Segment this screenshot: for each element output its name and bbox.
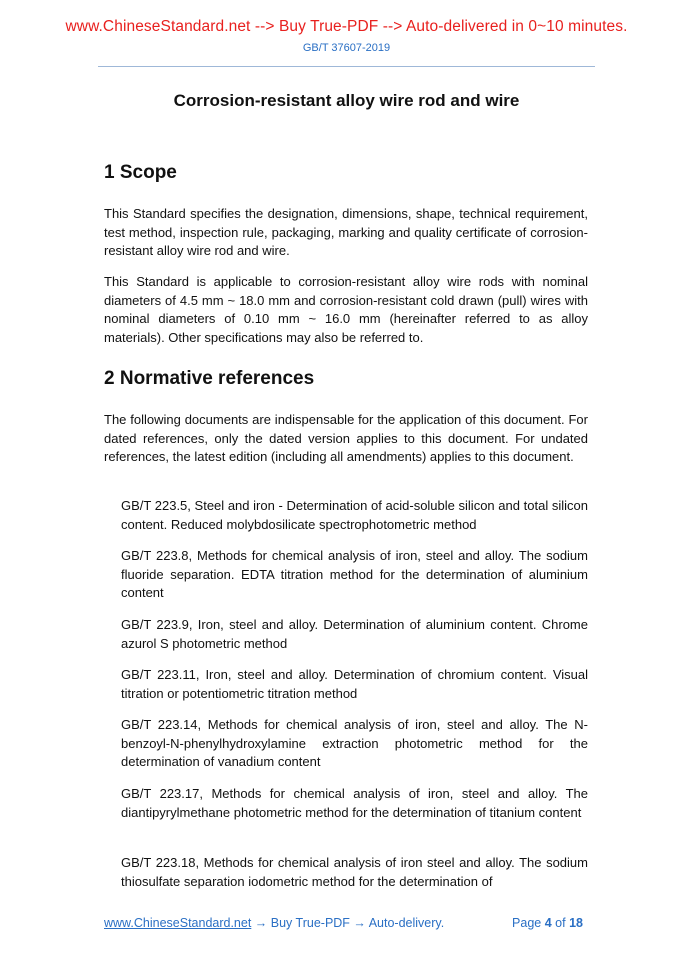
reference-item: GB/T 223.17, Methods for chemical analysis of iron, steel and alloy. The diantipyrylmethane photometric method for the determination of titanium content xyxy=(121,786,588,820)
page-label: Page xyxy=(512,916,542,930)
reference-item: GB/T 223.14, Methods for chemical analysis of iron, steel and alloy. The N-benzoyl-N-phenylhydroxylamine extraction photometric method for the determination of vanadium content xyxy=(121,717,588,769)
banner-ad[interactable]: www.ChineseStandard.net --> Buy True-PDF --> Auto-delivered in 0~10 minutes. xyxy=(65,18,628,35)
scope-paragraph-2: This Standard is applicable to corrosion-resistant alloy wire rods with nominal diameters of 4.5 mm ~ 18.0 mm and corrosion-resistant cold drawn (pull) wires with nominal diameters of 0.10 mm ~ 16.0 mm (hereinafter referred to as alloy materials). Other specifications may also be referred to. xyxy=(104,274,588,345)
reference-item: GB/T 223.5, Steel and iron - Determination of acid-soluble silicon and total silicon content. Reduced molybdosilicate spectrophotometric method xyxy=(121,498,588,532)
of-label: of xyxy=(555,916,566,930)
document-title: Corrosion-resistant alloy wire rod and wire xyxy=(173,91,520,110)
section-heading-normative-references: 2 Normative references xyxy=(104,368,315,389)
section-heading-scope: 1 Scope xyxy=(104,162,177,183)
standard-number: GB/T 37607-2019 xyxy=(302,42,391,54)
reference-item: GB/T 223.18, Methods for chemical analysis of iron steel and alloy. The sodium thiosulfate separation iodometric method for the determination of xyxy=(121,855,588,889)
reference-item: GB/T 223.11, Iron, steel and alloy. Determination of chromium content. Visual titration or potentiometric titration method xyxy=(121,667,588,701)
scope-paragraph-1: This Standard specifies the designation, dimensions, shape, technical requirement, test method, inspection rule, packaging, marking and quality certificate of corrosion-resistant alloy wire rod and wire. xyxy=(104,206,588,258)
page-total: 18 xyxy=(569,916,583,930)
reference-item: GB/T 223.8, Methods for chemical analysis of iron, steel and alloy. The sodium fluoride separation. EDTA titration method for the determination of aluminium content xyxy=(121,548,588,600)
reference-item: GB/T 223.9, Iron, steel and alloy. Determination of aluminium content. Chrome azurol S photometric method xyxy=(121,617,588,651)
page-footer xyxy=(104,916,589,932)
page-number: 4 xyxy=(544,916,552,930)
header-divider xyxy=(98,66,595,67)
footer-purchase-text: → Buy True-PDF → Auto-delivery. xyxy=(251,916,445,930)
page-indicator xyxy=(512,916,583,930)
normative-intro: The following documents are indispensable for the application of this document. For dated references, only the dated version applies to this document. For undated references, the latest edition (including all amendments) applies to this document. xyxy=(104,412,588,464)
footer-site-link[interactable]: www.ChineseStandard.net xyxy=(104,916,252,930)
